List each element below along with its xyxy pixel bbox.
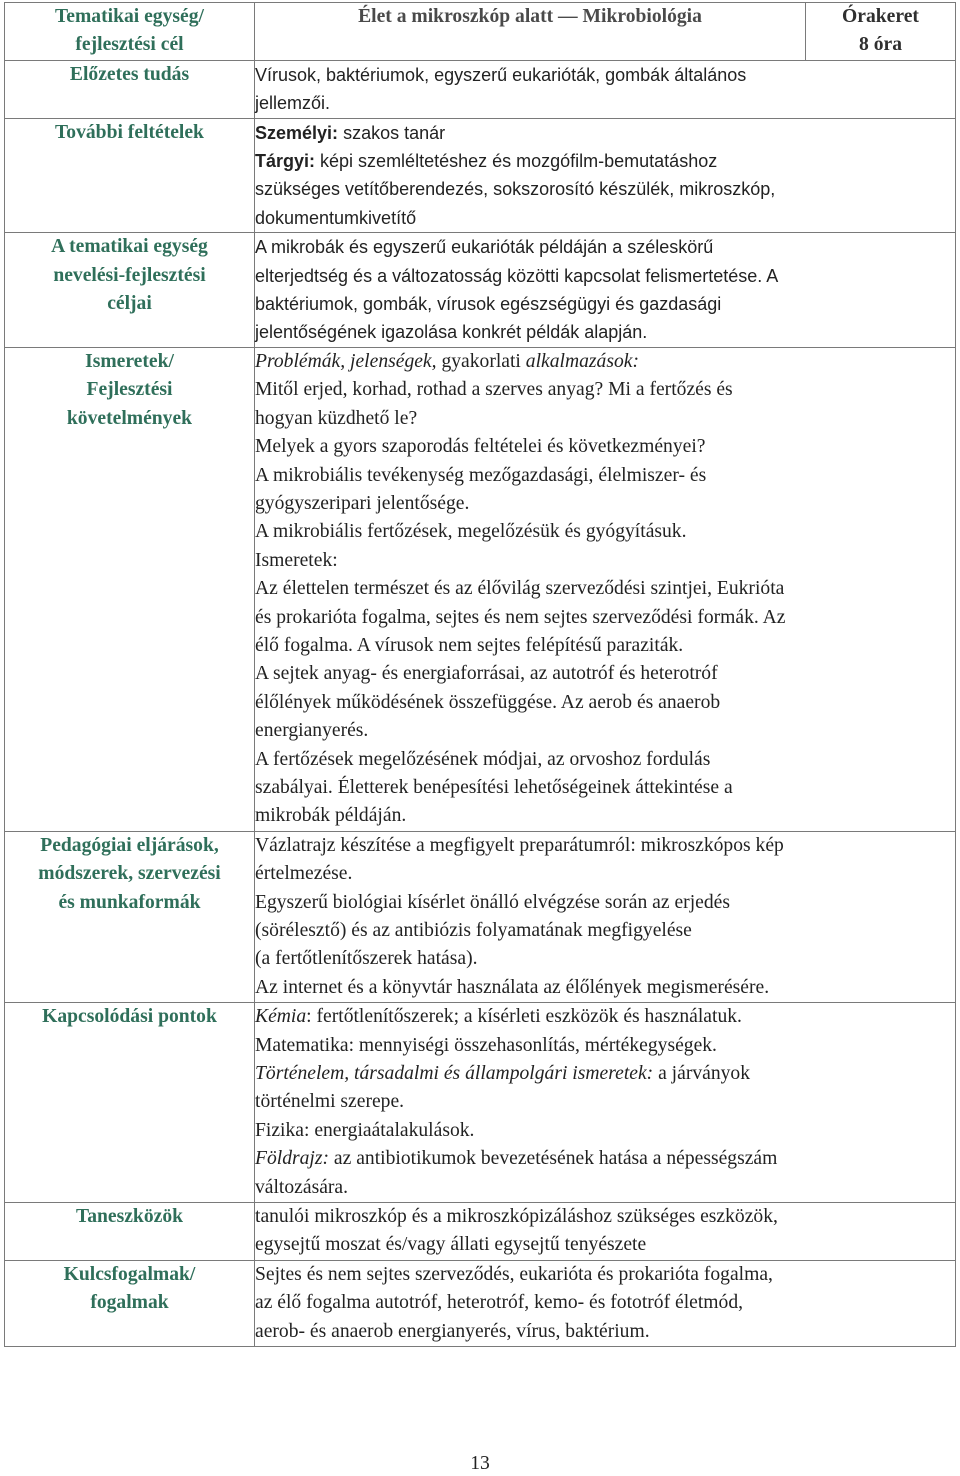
text-line: A fertőzések megelőzésének módjai, az orvoshoz fordulás — [255, 748, 711, 770]
text-line: dokumentumkivetítő — [255, 207, 417, 228]
problems-heading-a: Problémák, jelenségek, — [255, 350, 437, 372]
text-line: Az internet és a könyvtár használata az élőlények megismerésére. — [255, 976, 770, 998]
geography-subject: Földrajz: — [255, 1148, 330, 1170]
text-line: aerob- és anaerob energianyerés, vírus, baktérium. — [255, 1320, 650, 1342]
text-line: elterjedtség és a változatosság közötti kapcsolat felismertetése. A — [255, 265, 779, 286]
text-line: (a fertőtlenítőszerek hatása). — [255, 948, 478, 970]
text-line: szabályai. Életterek benépesítési lehetőségeinek áttekintése a — [255, 776, 733, 798]
hours-value: 8 óra — [859, 34, 902, 56]
text-line: gyógyszeripari jelentősége. — [255, 492, 470, 514]
header-label-line: Tematikai egység/ — [55, 6, 204, 27]
methods-label-line: és munkaformák — [58, 891, 201, 913]
text-line: Egyszerű biológiai kísérlet önálló elvégzése során az erjedés — [255, 891, 730, 913]
text-line: értelmezése. — [255, 863, 353, 885]
knowledge-label-line: Fejlesztési — [86, 379, 173, 401]
hours-label: Órakeret — [842, 6, 919, 27]
chemistry-line — [255, 1003, 955, 1031]
concepts-row — [5, 1260, 956, 1346]
physics-line: Fizika: energiaátalakulások. — [255, 1119, 475, 1141]
text-line: és prokarióta fogalma, sejtes és nem sejtes szerveződési formák. Az — [255, 606, 786, 628]
goals-label-line: céljai — [107, 293, 152, 315]
tools-label-cell — [5, 1203, 255, 1261]
goals-label-line: nevelési-fejlesztési — [53, 264, 206, 286]
goals-row — [5, 233, 956, 348]
conditions-label: További feltételek — [55, 121, 204, 143]
header-label-line: fejlesztési cél — [75, 34, 184, 56]
text-line: energianyerés. — [255, 720, 369, 742]
knowledge-label-cell — [5, 347, 255, 831]
chemistry-text: : fertőtlenítőszerek; a kísérleti eszközök és használatuk. — [306, 1006, 742, 1028]
text-line: A sejtek anyag- és energiaforrásai, az autotróf és heterotróf — [255, 663, 718, 685]
text-line: történelmi szerepe. — [255, 1091, 405, 1113]
problems-heading-b: gyakorlati — [441, 350, 521, 372]
text-line: hogyan küzdhető le? — [255, 407, 418, 429]
text-line: élő fogalma. A vírusok nem sejtes felépítésű paraziták. — [255, 634, 684, 656]
tools-label: Taneszközök — [75, 1206, 184, 1228]
text-line: tanulói mikroszkóp és a mikroszkópizáláshoz szükséges eszközök, — [255, 1206, 778, 1228]
text-line: A mikrobák és egyszerű eukarióták példáján a széleskörű — [255, 237, 714, 258]
conditions-label-cell — [5, 118, 255, 233]
text-line: mikrobák példáján. — [255, 805, 407, 827]
text-line: jelentőségének igazolása konkrét példák alapján. — [255, 322, 648, 343]
personal-conditions — [255, 119, 955, 147]
goals-label-line: A tematikai egység — [51, 236, 208, 258]
concepts-label-line: fogalmak — [90, 1292, 169, 1314]
text-line: élőlények működésének összefüggése. Az aerob és anaerob — [255, 691, 721, 713]
concepts-label-line: Kulcsfogalmak/ — [63, 1263, 196, 1285]
text-line: Vázlatrajz készítése a megfigyelt preparátumról: mikroszkópos kép — [255, 834, 784, 856]
material-conditions — [255, 147, 955, 175]
chemistry-subject: Kémia — [255, 1006, 307, 1028]
math-line: Matematika: mennyiségi összehasonlítás, mértékegységek. — [255, 1034, 717, 1056]
goals-content — [255, 233, 956, 348]
page-number: 13 — [470, 1453, 490, 1474]
tools-content — [255, 1203, 956, 1261]
prior-knowledge-content — [255, 60, 956, 118]
material-text: képi szemléltetéshez és mozgófilm-bemutatáshoz — [320, 151, 718, 172]
history-text: a járványok — [653, 1063, 751, 1085]
tools-row — [5, 1203, 956, 1261]
topic-title: Élet a mikroszkóp alatt — Mikrobiológia — [358, 6, 702, 27]
problems-heading-c: alkalmazások: — [525, 350, 639, 372]
knowledge-content — [255, 347, 956, 831]
problems-heading — [255, 348, 955, 376]
topic-title-cell — [255, 3, 806, 61]
methods-label-line: módszerek, szervezési — [38, 863, 221, 885]
knowledge-label-line: követelmények — [66, 407, 193, 429]
material-label: Tárgyi: — [255, 151, 316, 172]
methods-label-line: Pedagógiai eljárások, — [40, 834, 219, 856]
facts-heading: Ismeretek: — [255, 549, 338, 571]
personal-text: szakos tanár — [343, 122, 446, 143]
text-line: A mikrobiális tevékenység mezőgazdasági, élelmiszer- és — [255, 464, 707, 486]
methods-row — [5, 831, 956, 1002]
conditions-content — [255, 118, 956, 233]
knowledge-row — [5, 347, 956, 831]
methods-content — [255, 831, 956, 1002]
text-line: változására. — [255, 1176, 349, 1198]
text-line: Sejtes és nem sejtes szerveződés, eukarióta és prokarióta fogalma, — [255, 1263, 773, 1285]
header-label-cell — [5, 3, 255, 61]
hours-cell — [806, 3, 956, 61]
geography-text: az antibiotikumok bevezetésének hatása a népességszám — [329, 1148, 778, 1170]
geography-line — [255, 1145, 955, 1173]
text-line: Vírusok, baktériumok, egyszerű eukarióták, gombák általános — [255, 64, 747, 85]
curriculum-table — [4, 2, 956, 1347]
history-subject: Történelem, társadalmi és állampolgári ismeretek: — [255, 1063, 654, 1085]
history-line — [255, 1060, 955, 1088]
connections-label-cell — [5, 1003, 255, 1203]
connections-row — [5, 1003, 956, 1203]
methods-label-cell — [5, 831, 255, 1002]
knowledge-label-line: Ismeretek/ — [85, 350, 174, 372]
personal-label: Személyi: — [255, 122, 339, 143]
text-line: szükséges vetítőberendezés, sokszorosító készülék, mikroszkóp, — [255, 179, 776, 200]
text-line: Mitől erjed, korhad, rothad a szerves anyag? Mi a fertőzés és — [255, 379, 733, 401]
text-line: (sörélesztő) és az antibiózis folyamatának megfigyelése — [255, 920, 692, 941]
text-line: A mikrobiális fertőzések, megelőzésük és gyógyításuk. — [255, 521, 687, 543]
conditions-row — [5, 118, 956, 233]
text-line: Az élettelen természet és az élővilág szerveződési szintjei, Eukrióta — [255, 578, 785, 600]
text-line: Melyek a gyors szaporodás feltételei és következményei? — [255, 436, 706, 458]
concepts-content — [255, 1260, 956, 1346]
concepts-label-cell — [5, 1260, 255, 1346]
prior-knowledge-label-cell — [5, 60, 255, 118]
connections-content — [255, 1003, 956, 1203]
connections-label: Kapcsolódási pontok — [42, 1006, 217, 1028]
goals-label-cell — [5, 233, 255, 348]
text-line: egysejtű moszat és/vagy állati egysejtű tenyészete — [255, 1234, 647, 1256]
text-line: jellemzői. — [255, 93, 331, 114]
prior-knowledge-row — [5, 60, 956, 118]
prior-knowledge-label: Előzetes tudás — [69, 63, 190, 85]
header-row — [5, 3, 956, 61]
text-line: az élő fogalma autotróf, heterotróf, kemo- és fototróf életmód, — [255, 1292, 744, 1314]
text-line: baktériumok, gombák, vírusok egészségügyi és gazdasági — [255, 294, 722, 315]
